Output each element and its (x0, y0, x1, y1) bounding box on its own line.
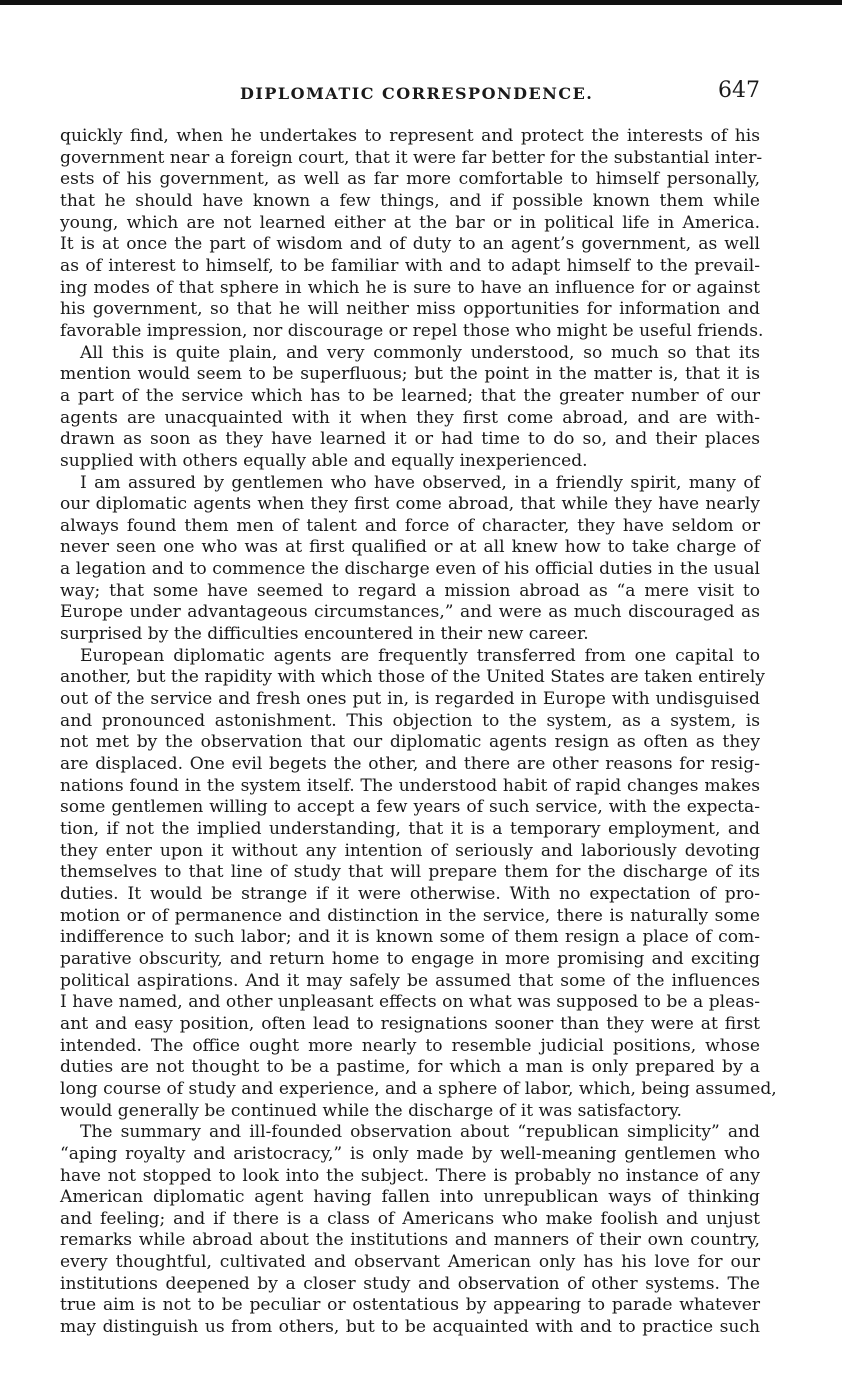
text-line: intended. The office ought more nearly to resemble judicial positions, whose (60, 1035, 760, 1056)
text-line: duties. It would be strange if it were otherwise. With no expectation of pro- (60, 883, 760, 904)
text-line: supplied with others equally able and equally inexperienced. (60, 450, 588, 471)
text-line: ant and easy position, often lead to resignations sooner than they were at first (60, 1013, 760, 1034)
text-line: I have named, and other unpleasant effects on what was supposed to be a pleas- (60, 992, 760, 1013)
text-line: they enter upon it without any intention of seriously and laboriously devoting (60, 840, 760, 861)
text-line: every thoughtful, cultivated and observant American only has his love for our (60, 1252, 760, 1273)
text-line: have not stopped to look into the subject. There is probably no instance of any (60, 1165, 760, 1186)
page-number: 647 (718, 78, 760, 103)
text-line: Europe under advantageous circumstances,” and were as much discouraged as (60, 602, 760, 623)
text-line: surprised by the difficulties encountered in their new career. (60, 624, 589, 645)
paragraph-4 (60, 645, 777, 1122)
text-line: never seen one who was at first qualified or at all knew how to take charge of (60, 537, 760, 558)
text-line: his government, so that he will neither miss opportunities for information and (60, 299, 760, 320)
text-line: European diplomatic agents are frequently transferred from one capital to (80, 645, 760, 666)
text-line: drawn as soon as they have learned it or had time to do so, and their places (60, 429, 760, 450)
text-line: out of the service and fresh ones put in, is regarded in Europe with undisguised (60, 689, 760, 710)
text-line: are displaced. One evil begets the other, and there are other reasons for resig- (60, 754, 760, 775)
text-line: some gentlemen willing to accept a few years of such service, with the expecta- (60, 797, 760, 818)
text-line: another, but the rapidity with which those of the United States are taken entirely (60, 667, 765, 688)
text-line: institutions deepened by a closer study and observation of other systems. The (60, 1273, 760, 1294)
body-text (60, 126, 777, 1339)
text-line: themselves to that line of study that will prepare them for the discharge of its (60, 862, 760, 883)
text-line: All this is quite plain, and very commonly understood, so much so that its (80, 342, 760, 363)
text-line: motion or of permanence and distinction in the service, there is naturally some (60, 905, 760, 926)
text-line: our diplomatic agents when they first come abroad, that while they have nearly (60, 494, 760, 515)
text-line: ing modes of that sphere in which he is sure to have an influence for or against (60, 277, 760, 298)
text-line: and feeling; and if there is a class of Americans who make foolish and unjust (60, 1208, 760, 1229)
text-line: a part of the service which has to be learned; that the greater number of our (60, 385, 760, 406)
text-line: mention would seem to be superfluous; but the point in the matter is, that it is (60, 364, 760, 385)
paragraph-3 (60, 473, 760, 646)
text-line: remarks while abroad about the institutions and manners of their own country, (60, 1230, 760, 1251)
text-line: It is at once the part of wisdom and of duty to an agent’s government, as well (60, 234, 760, 255)
text-line: tion, if not the implied understanding, that it is a temporary employment, and (60, 819, 760, 839)
text-line: quickly find, when he undertakes to represent and protect the interests of his (60, 126, 760, 146)
text-line: young, which are not learned either at the bar or in political life in America. (60, 212, 760, 233)
text-line: long course of study and experience, and a sphere of labor, which, being assumed, (60, 1078, 777, 1099)
text-line: American diplomatic agent having fallen into unrepublican ways of thinking (60, 1187, 760, 1208)
top-border-rule (0, 0, 842, 5)
page-header (60, 80, 760, 110)
paragraph-5 (60, 1122, 760, 1339)
text-line: not met by the observation that our diplomatic agents resign as often as they (60, 732, 760, 753)
paragraph-1 (60, 126, 764, 343)
text-line: would generally be continued while the discharge of it was satisfactory. (60, 1100, 682, 1121)
text-line: and pronounced astonishment. This objection to the system, as a system, is (60, 710, 760, 731)
text-line: true aim is not to be peculiar or ostentatious by appearing to parade whatever (60, 1295, 760, 1316)
text-line: favorable impression, nor discourage or repel those who might be useful friends. (60, 320, 764, 341)
text-line: “aping royalty and aristocracy,” is only made by well-meaning gentlemen who (60, 1143, 760, 1164)
text-line: always found them men of talent and force of character, they have seldom or (60, 515, 760, 536)
text-line: that he should have known a few things, and if possible known them while (60, 190, 760, 211)
text-line: a legation and to commence the discharge even of his official duties in the usual (60, 559, 760, 580)
text-line: I am assured by gentlemen who have observed, in a friendly spirit, many of (80, 472, 760, 493)
text-line: duties are not thought to be a pastime, for which a man is only prepared by a (60, 1057, 760, 1078)
text-line: indifference to such labor; and it is known some of them resign a place of com- (60, 927, 760, 948)
text-line: government near a foreign court, that it were far better for the substantial inter- (60, 147, 763, 168)
text-line: agents are unacquainted with it when they first come abroad, and are with- (60, 407, 760, 428)
text-line: ests of his government, as well as far more comfortable to himself personally, (60, 169, 760, 190)
text-line: way; that some have seemed to regard a mission abroad as “a mere visit to (60, 580, 760, 601)
text-line: The summary and ill-founded observation about “republican simplicity” and (80, 1122, 760, 1143)
text-line: political aspirations. And it may safely be assumed that some of the influences (60, 970, 760, 991)
text-line: may distinguish us from others, but to be acquainted with and to practice such (60, 1317, 760, 1338)
text-line: as of interest to himself, to be familiar with and to adapt himself to the prevail- (60, 255, 760, 276)
text-line: parative obscurity, and return home to engage in more promising and exciting (60, 948, 760, 969)
text-line: nations found in the system itself. The understood habit of rapid changes makes (60, 775, 760, 796)
running-title: DIPLOMATIC CORRESPONDENCE. (240, 84, 594, 103)
paragraph-2 (60, 343, 760, 473)
